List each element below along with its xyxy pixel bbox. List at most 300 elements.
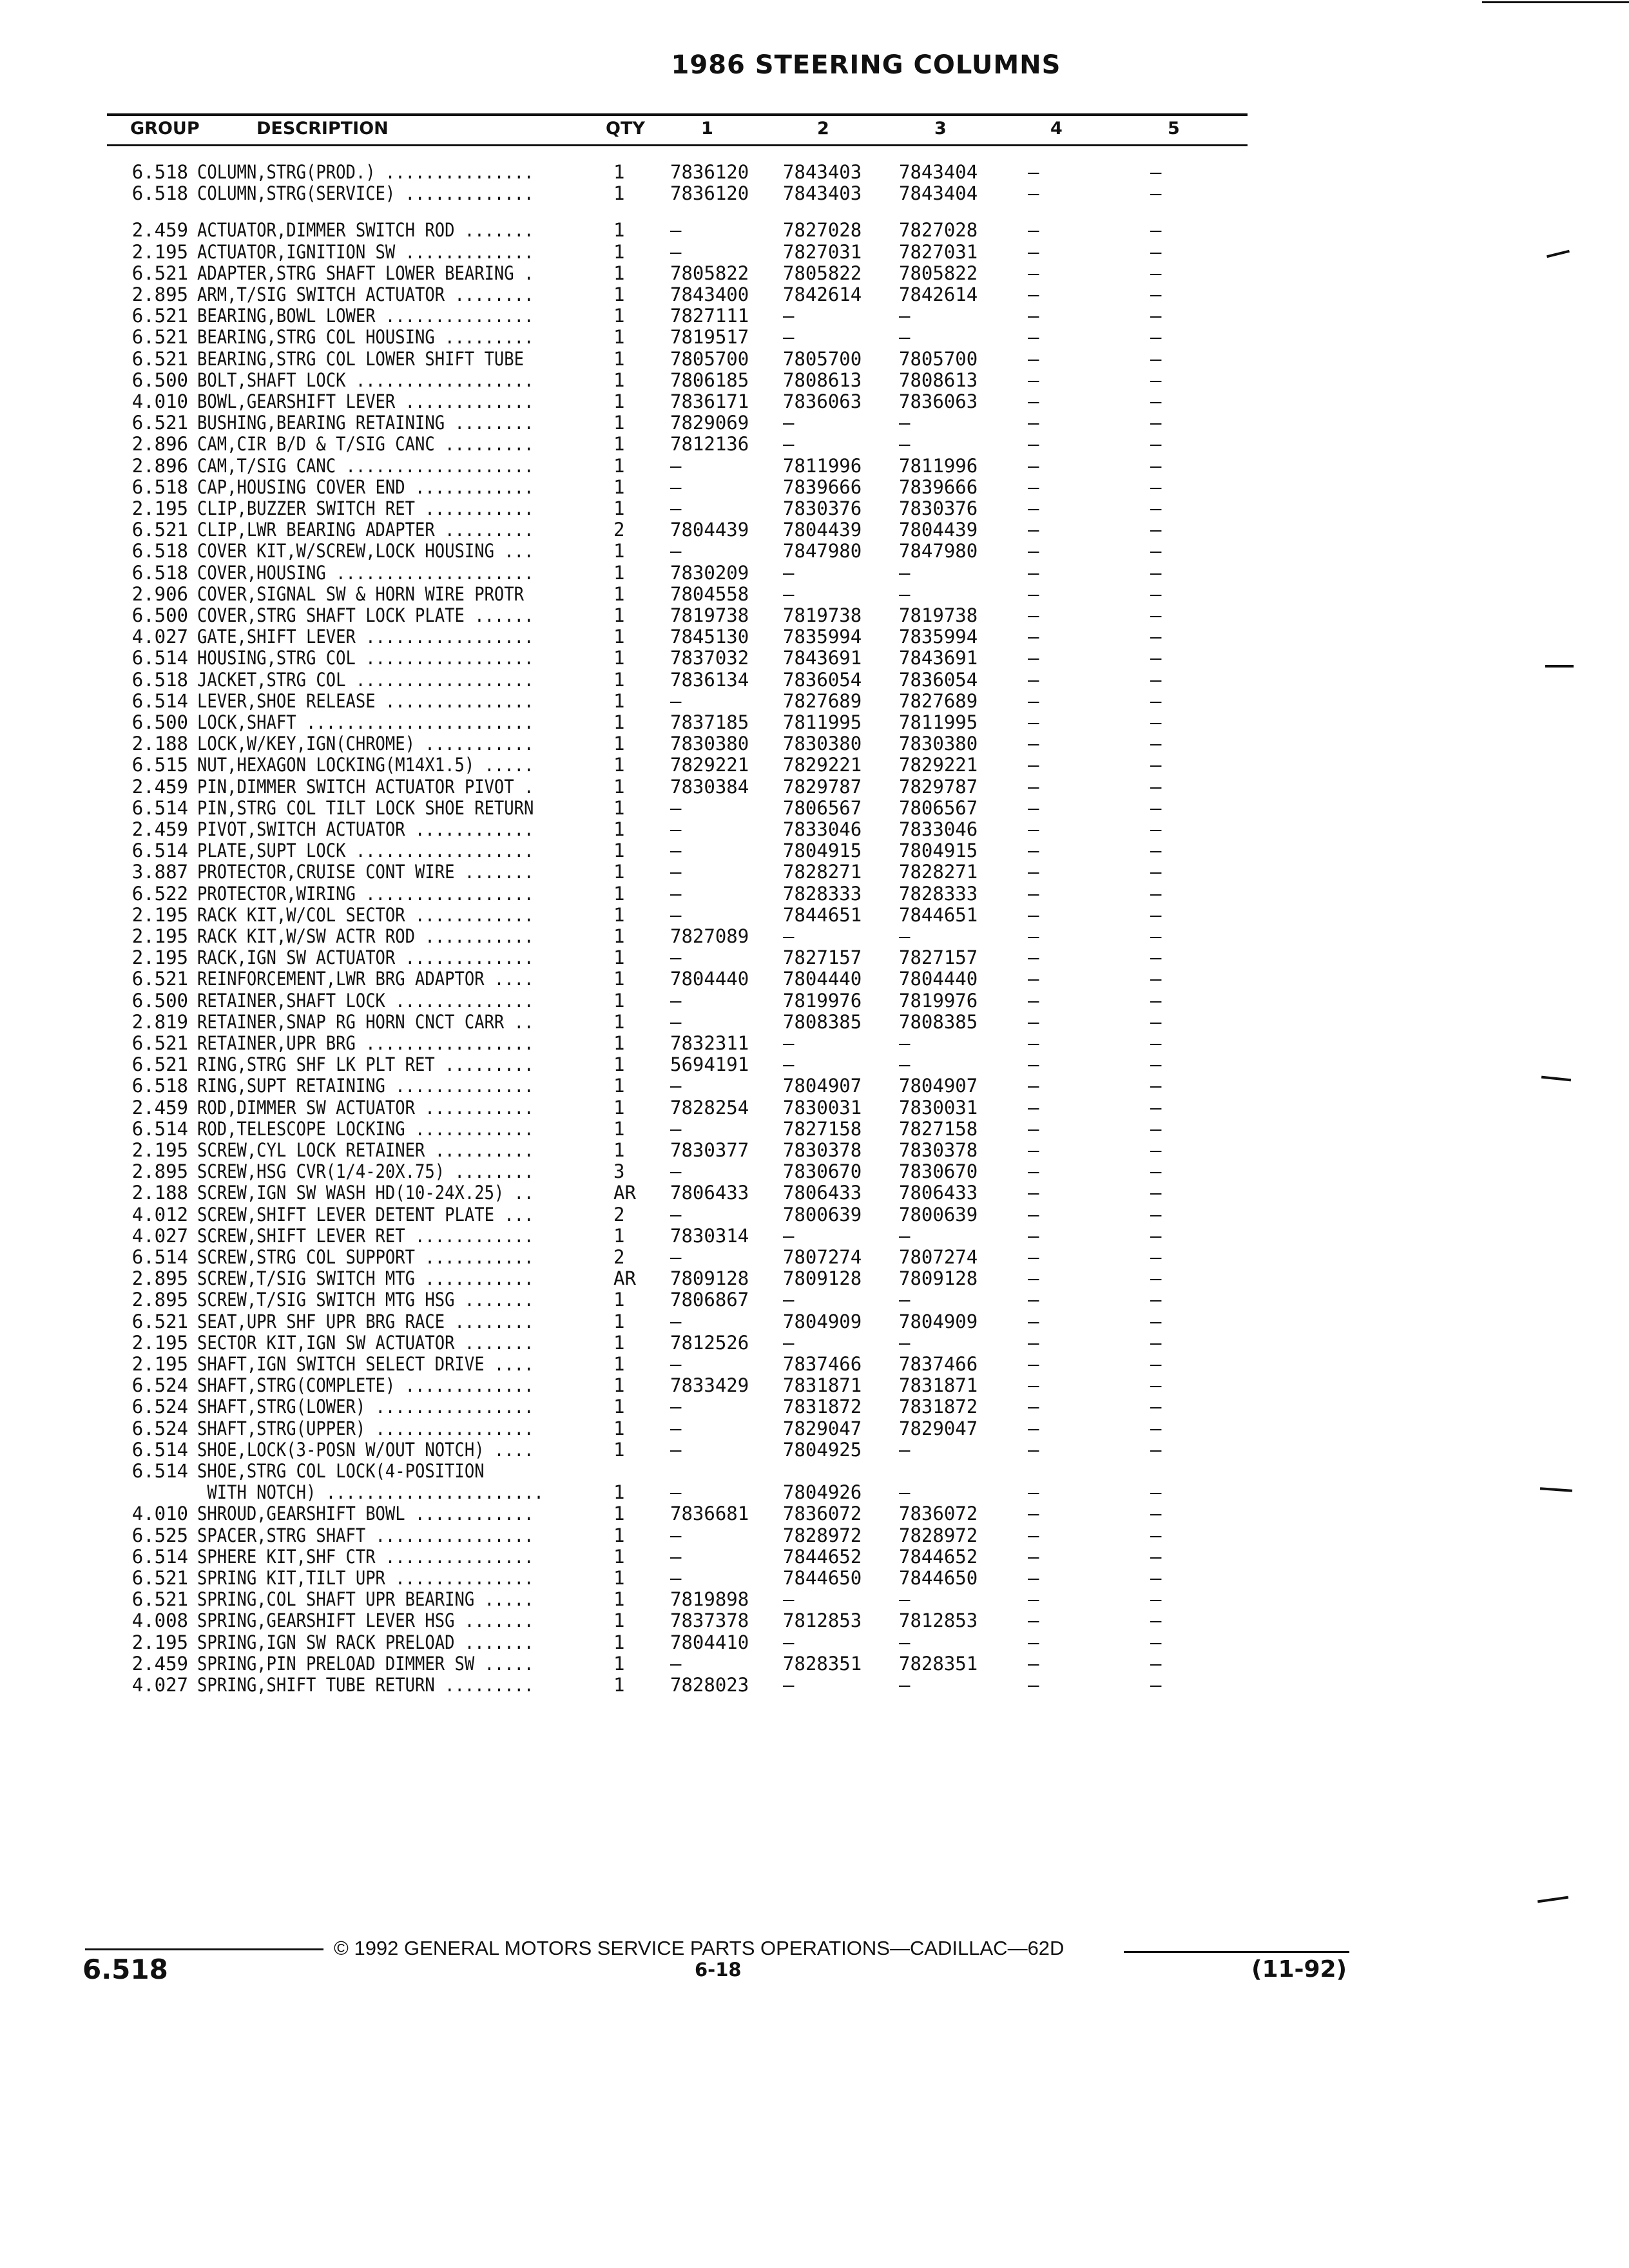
row-qty: 1	[613, 626, 625, 648]
row-part-1: 7804558	[670, 582, 749, 605]
row-part-1: —	[670, 1010, 682, 1033]
binding-tick-top	[1482, 1, 1629, 3]
row-qty: 1	[613, 476, 625, 498]
row-description: RETAINER,SNAP RG HORN CNCT CARR ..	[197, 1010, 534, 1033]
row-qty: 1	[613, 1010, 625, 1033]
row-qty: 1	[613, 647, 625, 669]
row-qty: 1	[613, 369, 625, 391]
row-part-5: —	[1150, 647, 1162, 669]
row-part-4: —	[1028, 1053, 1039, 1076]
row-part-1: —	[670, 1353, 682, 1375]
row-qty: 1	[613, 347, 625, 370]
row-group: 6.521	[131, 1588, 188, 1611]
footer-right-rule	[1124, 1951, 1349, 1953]
row-group: 2.459	[131, 219, 188, 242]
row-part-4: —	[1028, 519, 1039, 541]
row-part-4: —	[1028, 305, 1039, 327]
row-part-5: —	[1150, 412, 1162, 434]
row-qty: 1	[613, 1438, 625, 1461]
table-row	[0, 1204, 1629, 1225]
row-part-5: —	[1150, 561, 1162, 584]
row-part-2: —	[783, 1053, 795, 1076]
row-part-4: —	[1028, 626, 1039, 648]
row-part-4: —	[1028, 1117, 1039, 1140]
row-part-3: 7844652	[899, 1545, 978, 1568]
row-part-1: —	[670, 219, 682, 242]
table-row	[0, 455, 1629, 477]
row-part-3: 7843404	[899, 182, 978, 205]
row-part-5: —	[1150, 818, 1162, 840]
row-part-5: —	[1150, 689, 1162, 712]
table-row	[0, 219, 1629, 241]
row-qty: 1	[613, 818, 625, 840]
row-qty: 1	[613, 454, 625, 477]
row-description: WITH NOTCH) ......................	[197, 1481, 544, 1504]
row-part-5: —	[1150, 1010, 1162, 1033]
row-qty: 1	[613, 882, 625, 905]
row-group: 6.521	[131, 968, 188, 990]
row-qty: 1	[613, 989, 625, 1012]
row-group: 2.195	[131, 903, 188, 926]
row-qty: 1	[613, 1075, 625, 1097]
table-row	[0, 433, 1629, 455]
row-qty: 1	[613, 1032, 625, 1054]
row-part-2: 7804926	[783, 1481, 862, 1504]
row-part-1: 7804410	[670, 1631, 749, 1653]
row-part-5: —	[1150, 1331, 1162, 1354]
row-group: 4.010	[131, 1503, 188, 1525]
table-row	[0, 1631, 1629, 1653]
table-row	[0, 1546, 1629, 1568]
row-part-4: —	[1028, 1096, 1039, 1119]
row-qty: 1	[613, 1053, 625, 1076]
row-part-2: 7833046	[783, 818, 862, 840]
row-part-5: —	[1150, 161, 1162, 183]
table-row	[0, 1118, 1629, 1140]
row-qty: 1	[613, 262, 625, 284]
row-qty: 1	[613, 284, 625, 305]
row-part-5: —	[1150, 925, 1162, 947]
row-part-2: 7830376	[783, 497, 862, 519]
row-qty: 3	[613, 1160, 625, 1183]
row-qty: 1	[613, 1610, 625, 1632]
row-group: 6.524	[131, 1417, 188, 1439]
table-row	[0, 733, 1629, 754]
table-row	[0, 1481, 1629, 1503]
row-part-1: —	[670, 989, 682, 1012]
row-qty: 1	[613, 903, 625, 926]
row-qty: 1	[613, 1631, 625, 1653]
row-part-5: —	[1150, 454, 1162, 477]
row-part-4: —	[1028, 668, 1039, 691]
row-part-4: —	[1028, 347, 1039, 370]
row-part-5: —	[1150, 1289, 1162, 1311]
row-part-2: 7827157	[783, 947, 862, 969]
row-part-1: 7829069	[670, 412, 749, 434]
row-part-2: 7831872	[783, 1396, 862, 1418]
row-part-5: —	[1150, 1631, 1162, 1653]
column-header-5: 5	[1168, 119, 1180, 139]
row-group: 6.521	[131, 519, 188, 541]
row-part-3: 7843691	[899, 647, 978, 669]
row-part-4: —	[1028, 947, 1039, 969]
row-part-1: —	[670, 818, 682, 840]
table-row	[0, 1503, 1629, 1524]
row-part-4: —	[1028, 840, 1039, 862]
row-part-1: 7829221	[670, 754, 749, 776]
row-part-4: —	[1028, 861, 1039, 883]
row-part-4: —	[1028, 1032, 1039, 1054]
row-description: HOUSING,STRG COL .................	[197, 647, 534, 669]
row-part-1: —	[670, 689, 682, 712]
row-part-2: 7830031	[783, 1096, 862, 1119]
row-part-2: —	[783, 925, 795, 947]
row-part-4: —	[1028, 561, 1039, 584]
row-part-1: —	[670, 540, 682, 562]
row-part-3: 7833046	[899, 818, 978, 840]
row-part-3: 7829047	[899, 1417, 978, 1439]
row-part-3: —	[899, 925, 911, 947]
row-part-3: —	[899, 1331, 911, 1354]
row-description: BEARING,BOWL LOWER ...............	[197, 305, 534, 327]
row-description: ROD,TELESCOPE LOCKING ............	[197, 1117, 534, 1140]
table-row	[0, 1011, 1629, 1033]
row-group: 2.895	[131, 1289, 188, 1311]
row-part-1: 7836171	[670, 390, 749, 412]
row-part-1: 7819517	[670, 326, 749, 349]
column-header-qty: QTY	[606, 119, 645, 139]
row-qty: 1	[613, 240, 625, 263]
row-part-3: 7827689	[899, 689, 978, 712]
row-description: ADAPTER,STRG SHAFT LOWER BEARING .	[197, 262, 534, 284]
row-description: SECTOR KIT,IGN SW ACTUATOR .......	[197, 1331, 534, 1354]
row-part-3: 7839666	[899, 476, 978, 498]
row-part-1: 7812136	[670, 433, 749, 456]
row-group: 6.514	[131, 840, 188, 862]
table-row	[0, 1353, 1629, 1375]
table-row	[0, 348, 1629, 370]
row-part-4: —	[1028, 925, 1039, 947]
row-part-2: 7812853	[783, 1610, 862, 1632]
row-group: 4.027	[131, 1674, 188, 1696]
row-group: 6.514	[131, 1460, 188, 1482]
row-group: 6.524	[131, 1396, 188, 1418]
row-part-3: —	[899, 1631, 911, 1653]
row-part-2: 7805822	[783, 262, 862, 284]
row-group: 2.459	[131, 818, 188, 840]
row-part-5: —	[1150, 1524, 1162, 1546]
row-part-5: —	[1150, 1310, 1162, 1332]
binding-tick-5	[1537, 1896, 1568, 1903]
row-group: 6.514	[131, 1438, 188, 1461]
row-part-5: —	[1150, 497, 1162, 519]
row-part-4: —	[1028, 1203, 1039, 1225]
row-part-5: —	[1150, 989, 1162, 1012]
row-part-1: 7830209	[670, 561, 749, 584]
table-row	[0, 1460, 1629, 1482]
row-part-5: —	[1150, 1674, 1162, 1696]
table-row	[0, 412, 1629, 434]
row-part-3: 7805700	[899, 347, 978, 370]
row-description: CAM,T/SIG CANC ...................	[197, 454, 534, 477]
header-top-rule	[107, 113, 1248, 116]
row-description: SHAFT,STRG(COMPLETE) .............	[197, 1374, 534, 1397]
table-row	[0, 1225, 1629, 1247]
row-qty: 1	[613, 582, 625, 605]
table-row	[0, 1610, 1629, 1631]
row-part-2: 7829787	[783, 775, 862, 798]
row-group: 6.521	[131, 1567, 188, 1589]
row-part-1: —	[670, 861, 682, 883]
row-part-4: —	[1028, 540, 1039, 562]
row-part-2: 7847980	[783, 540, 862, 562]
row-part-5: —	[1150, 240, 1162, 263]
table-row	[0, 711, 1629, 733]
row-part-2: 7828271	[783, 861, 862, 883]
row-part-1: 7837032	[670, 647, 749, 669]
row-part-4: —	[1028, 689, 1039, 712]
row-part-1: 7828023	[670, 1674, 749, 1696]
row-part-5: —	[1150, 1032, 1162, 1054]
row-description: COVER KIT,W/SCREW,LOCK HOUSING ...	[197, 540, 534, 562]
row-qty: 1	[613, 1396, 625, 1418]
row-description: PROTECTOR,CRUISE CONT WIRE .......	[197, 861, 534, 883]
table-row	[0, 776, 1629, 798]
row-part-5: —	[1150, 326, 1162, 349]
row-description: SHOE,STRG COL LOCK(4-POSITION	[197, 1460, 485, 1482]
row-part-5: —	[1150, 1096, 1162, 1119]
row-qty: 1	[613, 604, 625, 626]
row-group: 6.522	[131, 882, 188, 905]
row-part-4: —	[1028, 476, 1039, 498]
row-qty: 1	[613, 561, 625, 584]
table-row	[0, 968, 1629, 990]
row-qty: 1	[613, 711, 625, 733]
column-header-2: 2	[817, 119, 829, 139]
row-part-4: —	[1028, 1503, 1039, 1525]
row-description: COVER,HOUSING ....................	[197, 561, 534, 584]
row-part-3: 7827157	[899, 947, 978, 969]
row-group: 6.518	[131, 668, 188, 691]
row-part-4: —	[1028, 284, 1039, 305]
row-part-2: 7819976	[783, 989, 862, 1012]
row-part-4: —	[1028, 1010, 1039, 1033]
row-part-2: 7829221	[783, 754, 862, 776]
row-part-2: 7830378	[783, 1139, 862, 1161]
row-part-2: 7836072	[783, 1503, 862, 1525]
row-group: 6.521	[131, 412, 188, 434]
row-part-2: —	[783, 433, 795, 456]
row-part-2: —	[783, 1289, 795, 1311]
row-part-2: 7827689	[783, 689, 862, 712]
row-part-3: —	[899, 1588, 911, 1611]
row-part-1: —	[670, 240, 682, 263]
row-part-4: —	[1028, 711, 1039, 733]
row-part-3: 7844650	[899, 1567, 978, 1589]
row-part-5: —	[1150, 390, 1162, 412]
row-description: PIN,DIMMER SWITCH ACTUATOR PIVOT .	[197, 775, 534, 798]
row-part-4: —	[1028, 1588, 1039, 1611]
row-description: LEVER,SHOE RELEASE ...............	[197, 689, 534, 712]
row-description: SHROUD,GEARSHIFT BOWL ............	[197, 1503, 534, 1525]
row-group: 2.459	[131, 1096, 188, 1119]
row-group: 6.518	[131, 182, 188, 205]
table-row	[0, 647, 1629, 669]
row-part-3: 7831871	[899, 1374, 978, 1397]
row-group: 6.518	[131, 161, 188, 183]
row-part-2: —	[783, 1631, 795, 1653]
row-description: ACTUATOR,IGNITION SW .............	[197, 240, 534, 263]
row-part-4: —	[1028, 903, 1039, 926]
row-description: BEARING,STRG COL LOWER SHIFT TUBE	[197, 347, 525, 370]
row-part-5: —	[1150, 1545, 1162, 1568]
row-part-4: —	[1028, 1182, 1039, 1204]
row-part-2: 7811995	[783, 711, 862, 733]
row-part-5: —	[1150, 882, 1162, 905]
row-description: CAM,CIR B/D & T/SIG CANC .........	[197, 433, 534, 456]
row-group: 2.459	[131, 1652, 188, 1675]
row-part-1: —	[670, 1075, 682, 1097]
row-group: 2.188	[131, 1182, 188, 1204]
row-part-4: —	[1028, 604, 1039, 626]
row-group: 4.012	[131, 1203, 188, 1225]
row-part-5: —	[1150, 1160, 1162, 1183]
row-part-1: 7836134	[670, 668, 749, 691]
row-group: 2.195	[131, 1331, 188, 1354]
row-part-5: —	[1150, 1610, 1162, 1632]
row-part-2: 7804440	[783, 968, 862, 990]
row-part-4: —	[1028, 1652, 1039, 1675]
row-part-5: —	[1150, 219, 1162, 242]
footer-page-number: 6-18	[695, 1959, 742, 1981]
row-part-2: —	[783, 1032, 795, 1054]
row-part-4: —	[1028, 1631, 1039, 1653]
row-part-3: —	[899, 1224, 911, 1247]
row-description: COLUMN,STRG(SERVICE) .............	[197, 182, 534, 205]
row-part-1: 7806433	[670, 1182, 749, 1204]
row-group: 6.514	[131, 647, 188, 669]
row-group: 2.896	[131, 454, 188, 477]
row-description: BUSHING,BEARING RETAINING ........	[197, 412, 534, 434]
row-part-2: 7843691	[783, 647, 862, 669]
row-part-5: —	[1150, 733, 1162, 755]
row-part-1: —	[670, 1310, 682, 1332]
row-description: NUT,HEXAGON LOCKING(M14X1.5) .....	[197, 754, 534, 776]
row-description: SHOE,LOCK(3-POSN W/OUT NOTCH) ....	[197, 1438, 534, 1461]
row-part-4: —	[1028, 1481, 1039, 1504]
row-part-1: 7806867	[670, 1289, 749, 1311]
row-description: SHAFT,STRG(UPPER) ................	[197, 1417, 534, 1439]
table-row	[0, 1032, 1629, 1054]
row-part-4: —	[1028, 1310, 1039, 1332]
row-part-5: —	[1150, 519, 1162, 541]
row-part-3: 7830380	[899, 733, 978, 755]
row-group: 6.518	[131, 1075, 188, 1097]
row-part-5: —	[1150, 1396, 1162, 1418]
row-part-4: —	[1028, 882, 1039, 905]
row-qty: 1	[613, 861, 625, 883]
row-part-2: 7837466	[783, 1353, 862, 1375]
row-part-4: —	[1028, 433, 1039, 456]
table-row	[0, 1139, 1629, 1161]
row-part-4: —	[1028, 412, 1039, 434]
row-qty: 1	[613, 1139, 625, 1161]
row-description: COVER,STRG SHAFT LOCK PLATE ......	[197, 604, 534, 626]
row-qty: 1	[613, 1481, 625, 1504]
table-row	[0, 497, 1629, 519]
row-part-1: 7805822	[670, 262, 749, 284]
row-description: PIN,STRG COL TILT LOCK SHOE RETURN	[197, 796, 534, 819]
row-part-3: 7830376	[899, 497, 978, 519]
row-part-2: 7843403	[783, 182, 862, 205]
row-group: 2.895	[131, 1267, 188, 1290]
row-part-3: 7806567	[899, 796, 978, 819]
row-part-3: 7836072	[899, 1503, 978, 1525]
row-part-1: —	[670, 1246, 682, 1268]
row-part-3: 7812853	[899, 1610, 978, 1632]
table-row	[0, 305, 1629, 327]
table-row	[0, 161, 1629, 183]
row-part-2: 7829047	[783, 1417, 862, 1439]
row-description: JACKET,STRG COL ..................	[197, 668, 534, 691]
row-group: 6.514	[131, 796, 188, 819]
row-part-2: 7804915	[783, 840, 862, 862]
footer-group-number: 6.518	[82, 1954, 168, 1985]
row-part-3: 7847980	[899, 540, 978, 562]
row-part-2: 7830670	[783, 1160, 862, 1183]
row-description: ACTUATOR,DIMMER SWITCH ROD .......	[197, 219, 534, 242]
row-qty: 1	[613, 1353, 625, 1375]
row-part-4: —	[1028, 219, 1039, 242]
row-part-3: 7804440	[899, 968, 978, 990]
row-part-2: 7808385	[783, 1010, 862, 1033]
row-part-3: 7828271	[899, 861, 978, 883]
row-group: 2.895	[131, 1160, 188, 1183]
row-part-2: 7839666	[783, 476, 862, 498]
row-part-2: —	[783, 1331, 795, 1354]
row-part-2: —	[783, 1588, 795, 1611]
row-part-5: —	[1150, 262, 1162, 284]
row-part-2: 7806433	[783, 1182, 862, 1204]
row-part-5: —	[1150, 1267, 1162, 1290]
row-qty: AR	[613, 1267, 636, 1290]
row-part-3: —	[899, 1032, 911, 1054]
row-description: SPACER,STRG SHAFT ................	[197, 1524, 534, 1546]
row-description: SHAFT,IGN SWITCH SELECT DRIVE ....	[197, 1353, 534, 1375]
row-description: SCREW,CYL LOCK RETAINER ..........	[197, 1139, 534, 1161]
row-part-2: 7831871	[783, 1374, 862, 1397]
row-part-5: —	[1150, 1203, 1162, 1225]
row-group: 2.195	[131, 925, 188, 947]
table-row	[0, 1332, 1629, 1354]
row-group: 2.895	[131, 284, 188, 305]
row-description: RACK,IGN SW ACTUATOR .............	[197, 947, 534, 969]
row-part-3: 7842614	[899, 284, 978, 305]
row-group: 6.521	[131, 326, 188, 349]
row-part-1: —	[670, 882, 682, 905]
row-group: 6.500	[131, 711, 188, 733]
row-part-3: 7835994	[899, 626, 978, 648]
row-qty: 1	[613, 668, 625, 691]
row-part-3: 7807274	[899, 1246, 978, 1268]
row-qty: 1	[613, 947, 625, 969]
row-group: 2.459	[131, 775, 188, 798]
table-row	[0, 840, 1629, 861]
header-bottom-rule	[107, 144, 1248, 146]
table-row	[0, 1374, 1629, 1396]
row-part-2: 7844651	[783, 903, 862, 926]
row-group: 2.195	[131, 1353, 188, 1375]
